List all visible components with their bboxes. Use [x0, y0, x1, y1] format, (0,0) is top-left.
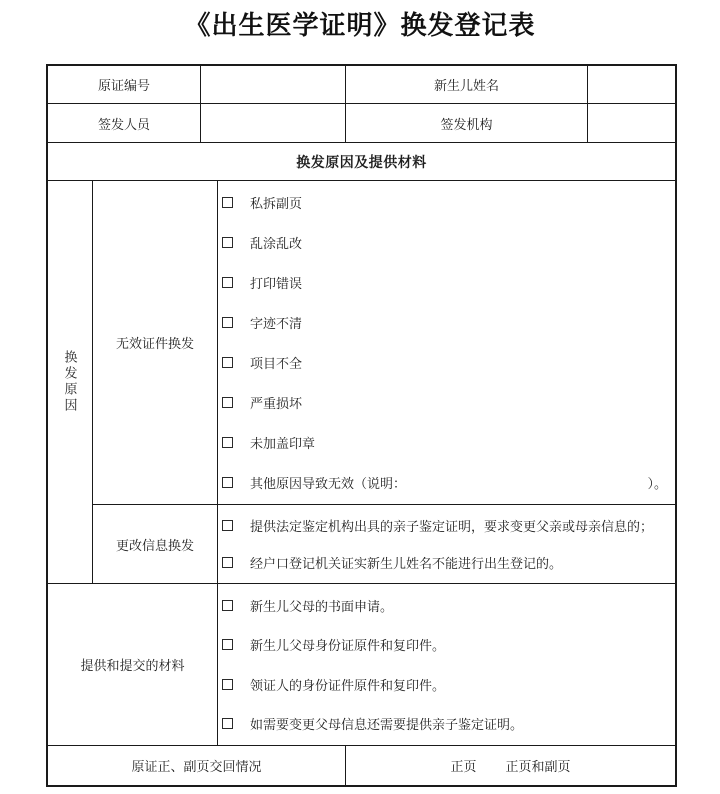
check-item-label: 字迹不清	[250, 316, 303, 332]
check-item-label: 打印错误	[250, 276, 303, 292]
checkbox-icon[interactable]	[222, 397, 233, 408]
newborn-name-label: 新生儿姓名	[346, 66, 588, 103]
reasons-body	[48, 181, 675, 746]
check-item	[218, 596, 675, 615]
invalid-cert-checklist	[218, 181, 675, 505]
check-item-label: 项目不全	[250, 355, 303, 371]
check-item	[218, 635, 675, 654]
checklists-column	[218, 181, 675, 745]
issuer-label: 签发人员	[48, 104, 201, 142]
check-item-label: 私拆副页	[250, 196, 303, 212]
return-status-label: 原证正、副页交回情况	[48, 746, 346, 785]
return-status-options	[346, 746, 675, 785]
check-item-label: 如需要变更父母信息还需要提供亲子鉴定证明。	[250, 716, 524, 732]
check-item	[218, 273, 675, 292]
checkbox-icon[interactable]	[222, 557, 233, 568]
checkbox-icon[interactable]	[222, 679, 233, 690]
checkbox-icon[interactable]	[222, 277, 233, 288]
check-item	[218, 516, 675, 535]
checkbox-icon[interactable]	[222, 317, 233, 328]
checkbox-icon[interactable]	[222, 477, 233, 488]
checkbox-icon[interactable]	[222, 197, 233, 208]
form-table	[46, 64, 677, 787]
reason-side-cell	[48, 181, 93, 583]
reason-sublabels	[93, 181, 218, 583]
row-section-header	[48, 143, 675, 181]
checkbox-icon[interactable]	[222, 437, 233, 448]
invalid-cert-sublabel: 无效证件换发	[93, 181, 217, 505]
newborn-name-field[interactable]	[588, 66, 675, 103]
page-title: 《出生医学证明》换发登记表	[184, 11, 536, 40]
checkbox-icon[interactable]	[222, 520, 233, 531]
materials-checklist	[218, 584, 675, 745]
row-cert-number	[48, 66, 675, 104]
check-item-label: 新生儿父母身份证原件和复印件。	[250, 638, 446, 654]
issuing-org-label: 签发机构	[346, 104, 588, 142]
checkbox-icon[interactable]	[222, 718, 233, 729]
change-info-checklist	[218, 505, 675, 584]
check-item-suffix: ）。	[647, 475, 667, 491]
section-header: 换发原因及提供材料	[296, 155, 427, 171]
row-return-status	[48, 746, 675, 785]
reason-side-label: 换发原因	[62, 350, 78, 414]
issuer-field[interactable]	[201, 104, 346, 142]
check-item-label: 乱涂乱改	[250, 236, 303, 252]
reasons-left-column	[48, 181, 218, 745]
option-main-and-attached-page: 正页和副页	[505, 759, 571, 774]
check-item	[218, 193, 675, 212]
check-item-label: 经户口登记机关证实新生儿姓名不能进行出生登记的。	[250, 556, 563, 571]
check-item-label: 其他原因导致无效（说明：	[250, 475, 407, 491]
checkbox-icon[interactable]	[222, 237, 233, 248]
check-item	[218, 675, 675, 694]
checkbox-icon[interactable]	[222, 357, 233, 368]
check-item	[218, 393, 675, 412]
checkbox-icon[interactable]	[222, 639, 233, 650]
option-main-page: 正页	[450, 759, 477, 774]
original-cert-number-label: 原证编号	[48, 66, 201, 103]
check-item	[218, 353, 675, 372]
reason-group	[48, 181, 218, 584]
check-item	[218, 433, 675, 452]
check-item-label: 未加盖印章	[250, 435, 316, 451]
check-item	[218, 714, 675, 733]
check-item	[218, 553, 675, 572]
original-cert-number-field[interactable]	[201, 66, 346, 103]
check-item	[218, 313, 675, 332]
check-item	[218, 233, 675, 252]
check-item-label: 严重损坏	[250, 395, 303, 411]
check-item-other-reason	[218, 473, 675, 492]
issuing-org-field[interactable]	[588, 104, 675, 142]
checkbox-icon[interactable]	[222, 600, 233, 611]
check-item-label: 领证人的身份证件原件和复印件。	[250, 677, 446, 693]
row-issuer	[48, 104, 675, 143]
change-info-sublabel: 更改信息换发	[115, 537, 194, 553]
check-item-label: 提供法定鉴定机构出具的亲子鉴定证明，要求变更父亲或母亲信息的；	[250, 519, 654, 534]
materials-label: 提供和提交的材料	[48, 584, 218, 745]
check-item-label: 新生儿父母的书面申请。	[250, 599, 394, 615]
